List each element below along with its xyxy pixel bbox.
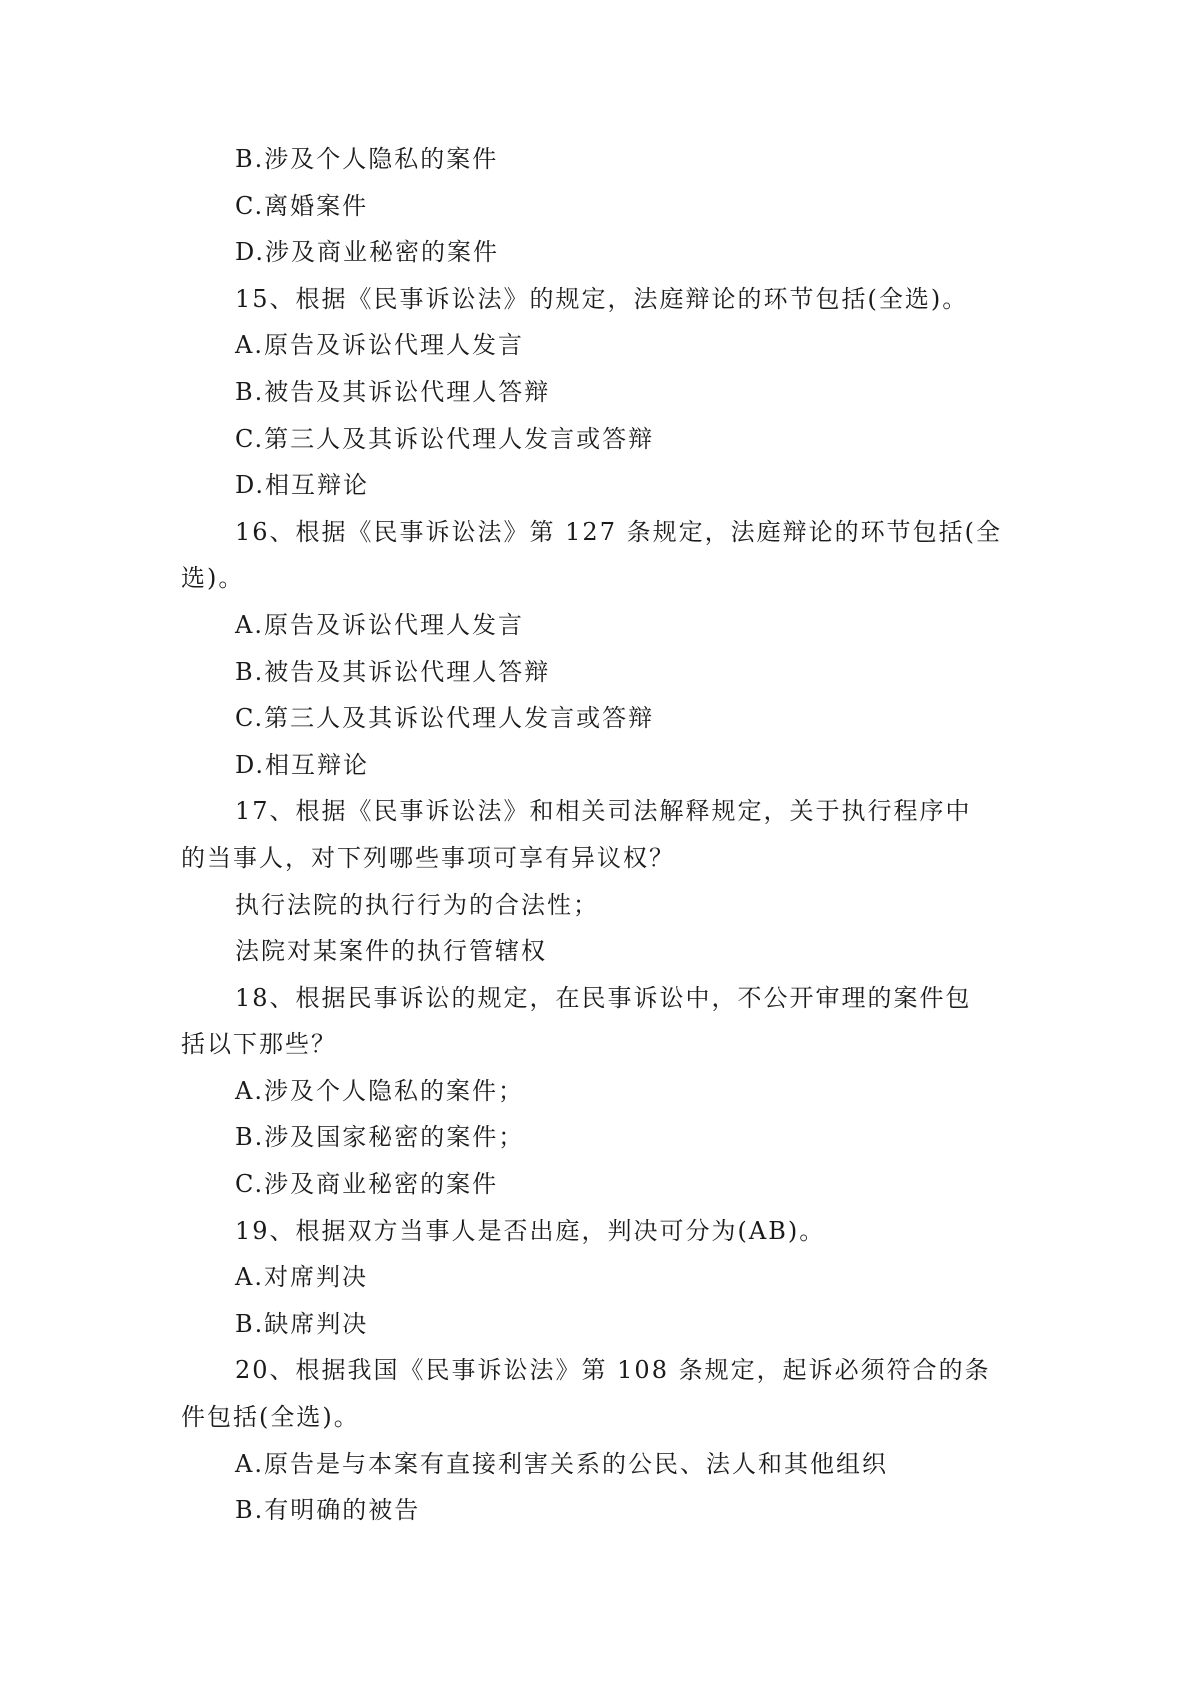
option-line: A.原告及诉讼代理人发言 — [235, 610, 524, 639]
option-line: D.相互辩论 — [235, 471, 370, 500]
option-line: B.被告及其诉讼代理人答辩 — [235, 377, 551, 406]
option-line: 法院对某案件的执行管辖权 — [235, 937, 547, 966]
option-line: A.原告是与本案有直接利害关系的公民、法人和其他组织 — [235, 1449, 888, 1478]
question-continuation-line: 选)。 — [181, 564, 245, 593]
question-line: 20、根据我国《民事诉讼法》第 108 条规定，起诉必须符合的条 — [235, 1356, 991, 1385]
option-line: B.缺席判决 — [235, 1309, 369, 1338]
question-line: 18、根据民事诉讼的规定，在民事诉讼中，不公开审理的案件包 — [235, 983, 972, 1012]
option-line: D.涉及商业秘密的案件 — [235, 238, 500, 267]
document-body — [181, 136, 1019, 1534]
option-line: 执行法院的执行行为的合法性； — [235, 890, 599, 919]
option-line: B.有明确的被告 — [235, 1496, 421, 1525]
question-line: 16、根据《民事诉讼法》第 127 条规定，法庭辩论的环节包括(全 — [235, 517, 1002, 546]
option-line: B.涉及个人隐私的案件 — [235, 145, 499, 173]
option-line: C.第三人及其诉讼代理人发言或答辩 — [235, 424, 655, 453]
option-line: A.涉及个人隐私的案件； — [235, 1076, 524, 1105]
option-line: B.被告及其诉讼代理人答辩 — [235, 657, 551, 686]
option-line: C.离婚案件 — [235, 191, 369, 220]
option-line: A.对席判决 — [235, 1263, 368, 1292]
question-line: 15、根据《民事诉讼法》的规定，法庭辩论的环节包括(全选)。 — [235, 284, 969, 313]
option-line: D.相互辩论 — [235, 750, 370, 779]
option-line: C.涉及商业秘密的案件 — [235, 1170, 499, 1199]
question-line: 17、根据《民事诉讼法》和相关司法解释规定，关于执行程序中 — [235, 797, 972, 826]
question-continuation-line: 括以下那些？ — [181, 1030, 337, 1059]
question-continuation-line: 件包括(全选)。 — [181, 1403, 360, 1432]
option-line: B.涉及国家秘密的案件； — [235, 1123, 525, 1152]
question-line: 19、根据双方当事人是否出庭，判决可分为(AB)。 — [235, 1216, 826, 1245]
option-line: C.第三人及其诉讼代理人发言或答辩 — [235, 704, 655, 733]
option-line: A.原告及诉讼代理人发言 — [235, 331, 524, 360]
question-continuation-line: 的当事人，对下列哪些事项可享有异议权？ — [181, 843, 675, 872]
